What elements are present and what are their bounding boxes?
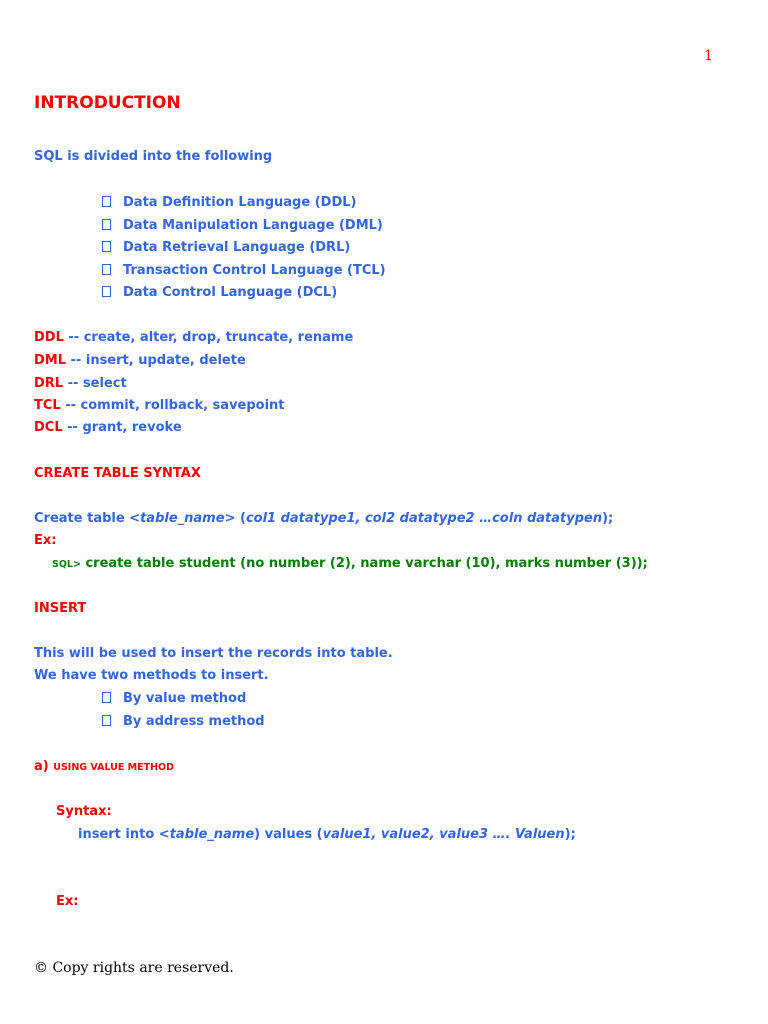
create-table-syntax: Create table <table_name> (col1 datatype1, col2 datatype2 …coln datatypen); bbox=[34, 511, 614, 526]
list-item: By value method bbox=[102, 691, 246, 706]
command-row-ddl: DDL -- create, alter, drop, truncate, rename bbox=[34, 330, 354, 345]
footer-copyright: © Copy rights are reserved. bbox=[34, 960, 234, 976]
bullet-box-icon bbox=[102, 241, 111, 252]
page-title: INTRODUCTION bbox=[34, 93, 181, 113]
list-item: By address method bbox=[102, 714, 265, 729]
create-table-heading: CREATE TABLE SYNTAX bbox=[34, 466, 201, 481]
page-number: 1 bbox=[704, 48, 713, 64]
using-value-method-heading: a) USING VALUE METHOD bbox=[34, 759, 175, 774]
bullet-box-icon bbox=[102, 264, 111, 275]
bullet-box-icon bbox=[102, 286, 111, 297]
list-item: Data Manipulation Language (DML) bbox=[102, 218, 383, 233]
syntax-label: Syntax: bbox=[56, 804, 112, 819]
command-row-dml: DML -- insert, update, delete bbox=[34, 353, 246, 368]
insert-description: This will be used to insert the records into table. bbox=[34, 646, 393, 661]
bullet-box-icon bbox=[102, 692, 111, 703]
bullet-box-icon bbox=[102, 219, 111, 230]
insert-heading: INSERT bbox=[34, 601, 87, 616]
insert-methods-intro: We have two methods to insert. bbox=[34, 668, 269, 683]
command-row-dcl: DCL -- grant, revoke bbox=[34, 420, 182, 435]
intro-line: SQL is divided into the following bbox=[34, 149, 273, 164]
list-item: Transaction Control Language (TCL) bbox=[102, 263, 386, 278]
list-item: Data Control Language (DCL) bbox=[102, 285, 337, 300]
list-item: Data Retrieval Language (DRL) bbox=[102, 240, 350, 255]
example-label: Ex: bbox=[34, 533, 57, 548]
bullet-box-icon bbox=[102, 196, 111, 207]
bullet-box-icon bbox=[102, 715, 111, 726]
sql-example: SQL> create table student (no number (2), name varchar (10), marks number (3)); bbox=[52, 556, 648, 571]
command-row-tcl: TCL -- commit, rollback, savepoint bbox=[34, 398, 285, 413]
list-item: Data Definition Language (DDL) bbox=[102, 195, 356, 210]
example-label-2: Ex: bbox=[56, 894, 79, 909]
insert-syntax: insert into <table_name) values (value1, value2, value3 …. Valuen); bbox=[78, 827, 576, 842]
command-row-drl: DRL -- select bbox=[34, 376, 127, 391]
